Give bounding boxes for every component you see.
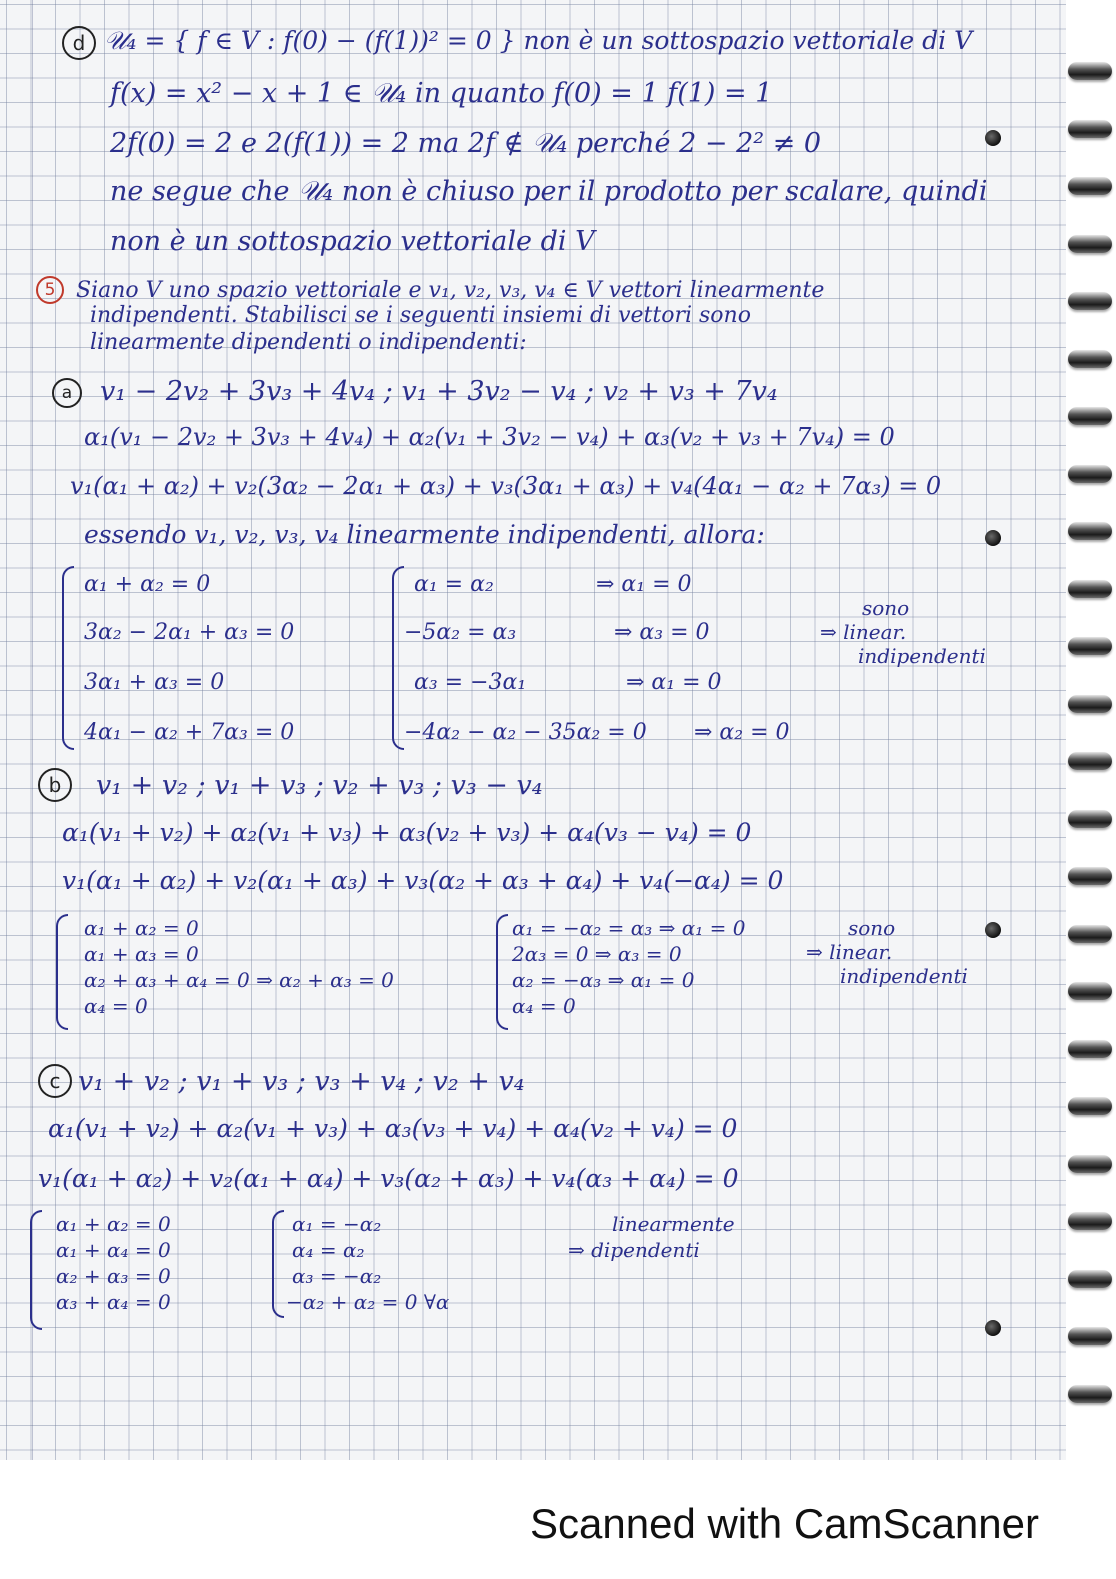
label-exercise-5: 5 <box>36 276 64 304</box>
spiral-ring <box>1068 1385 1112 1403</box>
equation: −5α₂ = α₃ <box>404 620 517 645</box>
spiral-ring <box>1068 637 1112 655</box>
spiral-ring <box>1068 580 1112 598</box>
equation: ⇒ α₂ = 0 <box>694 720 790 745</box>
conclusion: indipendenti <box>858 644 986 668</box>
note-line: α₁(v₁ + v₂) + α₂(v₁ + v₃) + α₃(v₃ + v₄) + α₄(v₂ + v₄) = 0 <box>48 1114 738 1143</box>
punch-hole <box>985 130 1001 146</box>
spiral-ring <box>1068 695 1112 713</box>
note-line: essendo v₁, v₂, v₃, v₄ linearmente indipendenti, allora: <box>84 520 765 549</box>
punch-hole <box>985 1320 1001 1336</box>
spiral-ring <box>1068 752 1112 770</box>
equation: α₁ + α₂ = 0 <box>84 916 199 940</box>
spiral-ring <box>1068 810 1112 828</box>
equation: α₁ = −α₂ = α₃ ⇒ α₁ = 0 <box>512 916 746 940</box>
equation: α₂ + α₃ + α₄ = 0 ⇒ α₂ + α₃ = 0 <box>84 968 394 992</box>
equation: α₄ = 0 <box>512 994 576 1018</box>
spiral-ring <box>1068 292 1112 310</box>
note-line: 2f(0) = 2 e 2(f(1)) = 2 ma 2f ∉ 𝒰₄ perché 2 − 2² ≠ 0 <box>110 128 822 159</box>
equation: α₁ + α₃ = 0 <box>84 942 199 966</box>
note-line: Siano V uno spazio vettoriale e v₁, v₂, v₃, v₄ ∈ V vettori linearmente <box>76 278 825 303</box>
spiral-ring <box>1068 120 1112 138</box>
note-line: f(x) = x² − x + 1 ∈ 𝒰₄ in quanto f(0) = 1 f(1) = 1 <box>110 78 773 109</box>
note-line: v₁ + v₂ ; v₁ + v₃ ; v₂ + v₃ ; v₃ − v₄ <box>96 770 543 801</box>
equation: α₃ = −α₂ <box>292 1264 382 1288</box>
spiral-ring <box>1068 62 1112 80</box>
system-brace <box>392 566 404 750</box>
scanner-watermark: Scanned with CamScanner <box>530 1500 1039 1547</box>
equation: 3α₂ − 2α₁ + α₃ = 0 <box>84 620 295 645</box>
note-line: v₁(α₁ + α₂) + v₂(α₁ + α₄) + v₃(α₂ + α₃) + v₄(α₃ + α₄) = 0 <box>38 1164 739 1193</box>
spiral-ring <box>1068 925 1112 943</box>
equation: 2α₃ = 0 ⇒ α₃ = 0 <box>512 942 682 966</box>
system-brace <box>30 1210 42 1330</box>
spiral-ring <box>1068 407 1112 425</box>
label-c: c <box>38 1064 72 1098</box>
spiral-ring <box>1068 1040 1112 1058</box>
conclusion: ⇒ linear. <box>820 620 907 644</box>
conclusion: sono <box>862 596 910 620</box>
label-a: a <box>52 378 82 408</box>
note-line: α₁(v₁ + v₂) + α₂(v₁ + v₃) + α₃(v₂ + v₃) + α₄(v₃ − v₄) = 0 <box>62 818 752 847</box>
equation: ⇒ α₃ = 0 <box>614 620 710 645</box>
note-line: 𝒰₄ = { f ∈ V : f(0) − (f(1))² = 0 } non è un sottospazio vettoriale di V <box>104 26 973 55</box>
spiral-ring <box>1068 982 1112 1000</box>
system-brace <box>62 566 74 750</box>
equation: α₃ = −3α₁ <box>414 670 527 695</box>
note-line: indipendenti. Stabilisci se i seguenti insiemi di vettori sono <box>90 303 751 328</box>
equation: α₁ + α₂ = 0 <box>56 1212 171 1236</box>
spiral-ring <box>1068 1270 1112 1288</box>
equation: 4α₁ − α₂ + 7α₃ = 0 <box>84 720 295 745</box>
spiral-ring <box>1068 1212 1112 1230</box>
spiral-ring <box>1068 522 1112 540</box>
system-brace <box>496 914 508 1030</box>
spiral-ring <box>1068 465 1112 483</box>
equation: α₂ = −α₃ ⇒ α₁ = 0 <box>512 968 695 992</box>
spiral-ring <box>1068 235 1112 253</box>
note-line: α₁(v₁ − 2v₂ + 3v₃ + 4v₄) + α₂(v₁ + 3v₂ − v₄) + α₃(v₂ + v₃ + 7v₄) = 0 <box>84 423 895 451</box>
conclusion: linearmente <box>612 1212 735 1236</box>
conclusion: indipendenti <box>840 964 968 988</box>
equation: α₁ = −α₂ <box>292 1212 382 1236</box>
punch-hole <box>985 922 1001 938</box>
conclusion: ⇒ dipendenti <box>568 1238 700 1262</box>
equation: α₁ = α₂ <box>414 572 494 597</box>
spiral-ring <box>1068 350 1112 368</box>
note-line: v₁ + v₂ ; v₁ + v₃ ; v₃ + v₄ ; v₂ + v₄ <box>78 1066 525 1097</box>
equation: −4α₂ − α₂ − 35α₂ = 0 <box>404 720 647 745</box>
conclusion: ⇒ linear. <box>806 940 893 964</box>
equation: α₁ + α₂ = 0 <box>84 572 211 597</box>
spiral-ring <box>1068 1155 1112 1173</box>
note-line: ne segue che 𝒰₄ non è chiuso per il prodotto per scalare, quindi <box>110 176 988 207</box>
spiral-ring <box>1068 867 1112 885</box>
equation: 3α₁ + α₃ = 0 <box>84 670 225 695</box>
equation: α₄ = α₂ <box>292 1238 365 1262</box>
note-line: v₁(α₁ + α₂) + v₂(α₁ + α₃) + v₃(α₂ + α₃ + α₄) + v₄(−α₄) = 0 <box>62 866 784 895</box>
equation: ⇒ α₁ = 0 <box>596 572 692 597</box>
note-line: v₁(α₁ + α₂) + v₂(3α₂ − 2α₁ + α₃) + v₃(3α₁ + α₃) + v₄(4α₁ − α₂ + 7α₃) = 0 <box>70 472 942 500</box>
equation: α₃ + α₄ = 0 <box>56 1290 171 1314</box>
equation: α₄ = 0 <box>84 994 148 1018</box>
spiral-binding <box>1060 0 1116 1460</box>
spiral-ring <box>1068 1327 1112 1345</box>
punch-hole <box>985 530 1001 546</box>
system-brace <box>272 1210 284 1318</box>
label-b: b <box>38 768 72 802</box>
note-line: non è un sottospazio vettoriale di V <box>110 226 595 257</box>
equation: −α₂ + α₂ = 0 ∀α <box>286 1290 450 1314</box>
equation: ⇒ α₁ = 0 <box>626 670 722 695</box>
conclusion: sono <box>848 916 896 940</box>
note-line: v₁ − 2v₂ + 3v₃ + 4v₄ ; v₁ + 3v₂ − v₄ ; v₂ + v₃ + 7v₄ <box>100 376 778 407</box>
equation: α₂ + α₃ = 0 <box>56 1264 171 1288</box>
label-d: d <box>62 26 96 60</box>
system-brace <box>56 914 68 1030</box>
equation: α₁ + α₄ = 0 <box>56 1238 171 1262</box>
spiral-ring <box>1068 1097 1112 1115</box>
spiral-ring <box>1068 177 1112 195</box>
note-line: linearmente dipendenti o indipendenti: <box>90 330 527 355</box>
